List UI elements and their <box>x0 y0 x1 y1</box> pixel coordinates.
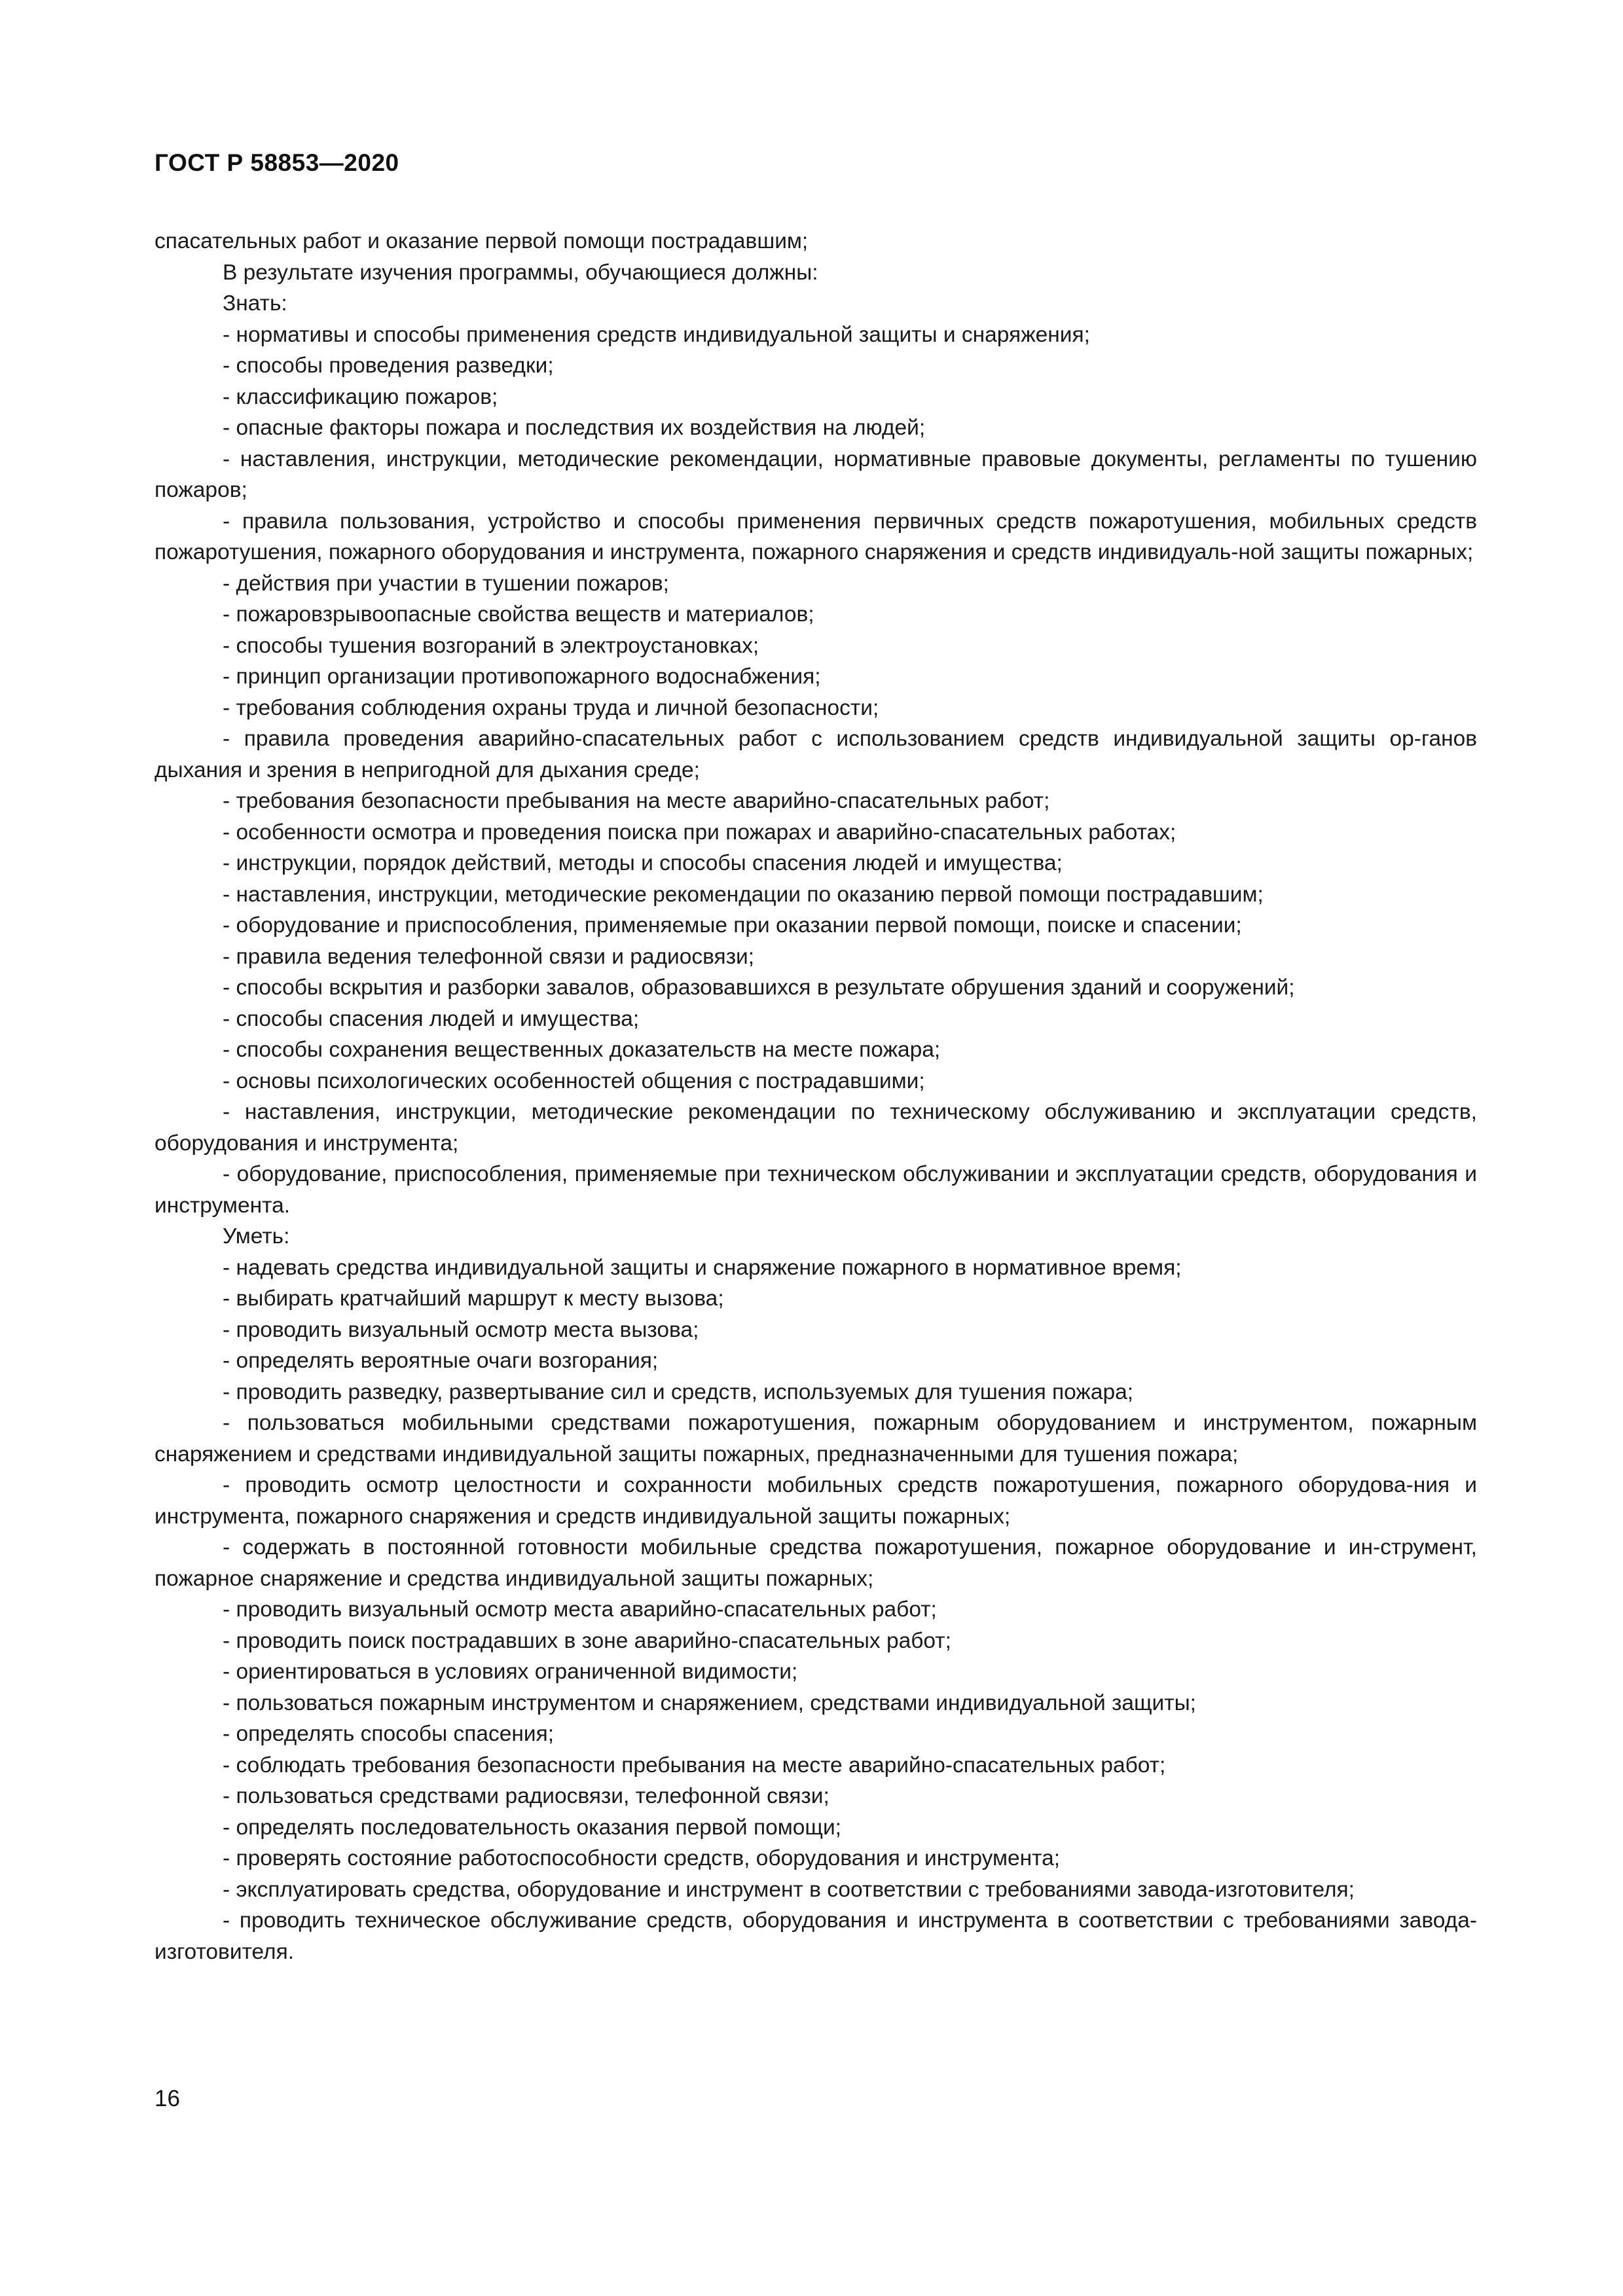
paragraph: - принцип организации противопожарного водоснабжения; <box>223 665 821 689</box>
paragraph: - определять последовательность оказания первой помощи; <box>223 1815 841 1840</box>
paragraph: - пользоваться средствами радиосвязи, телефонной связи; <box>223 1784 830 1808</box>
paragraph: - инструкции, порядок действий, методы и способы спасения людей и имущества; <box>223 851 1063 875</box>
paragraph: - проводить осмотр целостности и сохранности мобильных средств пожаротушения, пожарного оборудова-ния и инструмента, пожарного снаряжения и средств индивидуальной защиты пожарных; <box>155 1473 1477 1529</box>
paragraph: - способы проведения разведки; <box>223 354 554 378</box>
paragraph: - содержать в постоянной готовности мобильные средства пожаротушения, пожарное оборудование и ин-струмент, пожарное снаряжение и средства индивидуальной защиты пожарных; <box>155 1535 1477 1591</box>
paragraph: - проводить поиск пострадавших в зоне аварийно-спасательных работ; <box>223 1628 951 1653</box>
paragraph: - способы тушения возгораний в электроустановках; <box>223 633 759 658</box>
paragraph: - опасные факторы пожара и последствия их воздействия на людей; <box>223 416 926 440</box>
paragraph: - требования безопасности пребывания на месте аварийно-спасательных работ; <box>223 789 1050 813</box>
paragraph: - правила проведения аварийно-спасательных работ с использованием средств индивидуальной защиты ор-ганов дыхания и зрения в непригодной для дыхания среде; <box>155 727 1477 782</box>
paragraph: - определять способы спасения; <box>223 1722 555 1746</box>
paragraph: - наставления, инструкции, методические рекомендации по оказанию первой помощи пострадавшим; <box>223 882 1264 907</box>
paragraph: - выбирать кратчайший маршрут к месту вызова; <box>223 1286 724 1311</box>
paragraph: - определять вероятные очаги возгорания; <box>223 1349 659 1373</box>
paragraph: - оборудование и приспособления, применяемые при оказании первой помощи, поиске и спасении; <box>223 913 1242 938</box>
paragraph: - ориентироваться в условиях ограниченной видимости; <box>223 1660 798 1684</box>
paragraph: - способы сохранения вещественных доказательств на месте пожара; <box>223 1038 941 1062</box>
paragraph: Уметь: <box>223 1224 290 1248</box>
paragraph: - проводить разведку, развертывание сил и средств, используемых для тушения пожара; <box>223 1379 1134 1404</box>
page-number: 16 <box>155 2086 180 2111</box>
paragraph: - эксплуатировать средства, оборудование и инструмент в соответствии с требованиями завода-изготовителя; <box>223 1877 1355 1902</box>
paragraph: - пользоваться пожарным инструментом и снаряжением, средствами индивидуальной защиты; <box>223 1690 1196 1715</box>
paragraph: - проводить техническое обслуживание средств, оборудования и инструмента в соответствии с требованиями завода-изготовителя. <box>155 1908 1477 1964</box>
document-body <box>155 226 1477 1967</box>
paragraph: В результате изучения программы, обучающиеся должны: <box>223 260 818 285</box>
paragraph: - способы вскрытия и разборки завалов, образовавшихся в результате обрушения зданий и сооружений; <box>223 975 1295 1000</box>
paragraph: - проводить визуальный осмотр места вызова; <box>223 1317 699 1342</box>
paragraph: спасательных работ и оказание первой помощи пострадавшим; <box>155 229 809 253</box>
paragraph: - наставления, инструкции, методические рекомендации по техническому обслуживанию и эксплуатации средств, оборудования и инструмента; <box>155 1100 1477 1156</box>
paragraph: - правила ведения телефонной связи и радиосвязи; <box>223 944 755 969</box>
paragraph: - требования соблюдения охраны труда и личной безопасности; <box>223 695 879 720</box>
paragraph: - проводить визуальный осмотр места аварийно-спасательных работ; <box>223 1597 937 1622</box>
paragraph: - пользоваться мобильными средствами пожаротушения, пожарным оборудованием и инструментом, пожарным снаряжением и средствами индивидуальной защиты пожарных, предназначенными для тушения пожара; <box>155 1411 1477 1467</box>
paragraph: - проверять состояние работоспособности средств, оборудования и инструмента; <box>223 1846 1061 1870</box>
paragraph: - особенности осмотра и проведения поиска при пожарах и аварийно-спасательных работах; <box>223 820 1176 845</box>
paragraph: - соблюдать требования безопасности пребывания на месте аварийно-спасательных работ; <box>223 1753 1166 1777</box>
standard-code-header: ГОСТ Р 58853—2020 <box>155 149 399 176</box>
paragraph: - оборудование, приспособления, применяемые при техническом обслуживании и эксплуатации средств, оборудования и инструмента. <box>155 1162 1477 1218</box>
paragraph: - действия при участии в тушении пожаров; <box>223 571 669 596</box>
paragraph: - наставления, инструкции, методические рекомендации, нормативные правовые документы, регламенты по тушению пожаров; <box>155 446 1477 502</box>
paragraph: - классификацию пожаров; <box>223 384 498 409</box>
paragraph: - пожаровзрывоопасные свойства веществ и материалов; <box>223 602 814 627</box>
paragraph: - способы спасения людей и имущества; <box>223 1006 640 1031</box>
paragraph: - нормативы и способы применения средств индивидуальной защиты и снаряжения; <box>223 322 1090 347</box>
paragraph: - надевать средства индивидуальной защиты и снаряжение пожарного в нормативное время; <box>223 1255 1182 1280</box>
paragraph: Знать: <box>223 291 287 316</box>
paragraph: - основы психологических особенностей общения с пострадавшими; <box>223 1068 925 1093</box>
paragraph: - правила пользования, устройство и способы применения первичных средств пожаротушения, мобильных средств пожаротушения, пожарного оборудования и инструмента, пожарного снаряжения и средств индивидуаль-ной защиты пожарных; <box>155 509 1477 564</box>
